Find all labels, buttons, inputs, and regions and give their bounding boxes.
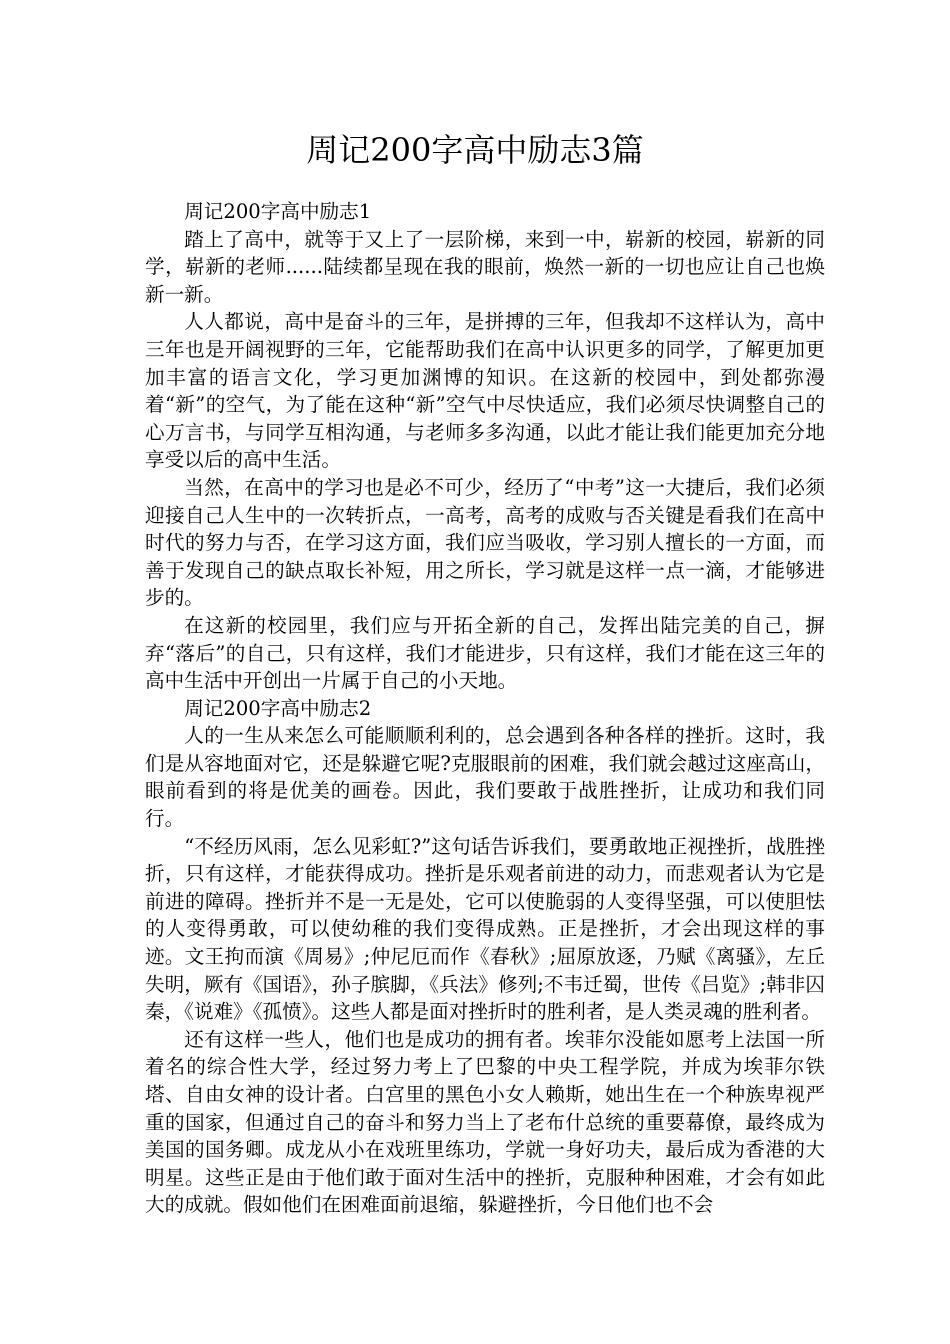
- document-body: [145, 198, 825, 1219]
- section-heading-1: 周记200字高中励志1: [184, 200, 372, 223]
- paragraph: “不经历风雨，怎么见彩虹?”这句话告诉我们，要勇敢地正视挫折，战胜挫折，只有这样，才能获得成功。挫折是乐观者前进的动力，而悲观者认为它是前进的障碍。挫折并不是一无是处，它可以使脆弱的人变得坚强，可以使胆怯的人变得勇敢，可以使幼稚的我们变得成熟。正是挫折，才会出现这样的事迹。文王拘而演《周易》;仲尼厄而作《春秋》;屈原放逐，乃赋《离骚》，左丘失明，厥有《国语》，孙子膑脚，《兵法》修列;不韦迁蜀，世传《吕览》;韩非囚秦，《说难》《孤愤》。这些人都是面对挫折时的胜利者，是人类灵魂的胜利者。: [145, 834, 825, 1024]
- paragraph: 当然，在高中的学习也是必不可少，经历了“中考”这一大捷后，我们必须迎接自己人生中的一次转折点，一高考，高考的成败与否关键是看我们在高中时代的努力与否，在学习这方面，我们应当吸收，学习别人擅长的一方面，而善于发现自己的缺点取长补短，用之所长，学习就是这样一点一滴，才能够进步的。: [145, 475, 825, 610]
- section-heading-2: 周记200字高中励志2: [184, 696, 372, 720]
- paragraph: 人人都说，高中是奋斗的三年，是拼搏的三年，但我却不这样认为，高中三年也是开阔视野的三年，它能帮助我们在高中认识更多的同学，了解更加更加丰富的语言文化，学习更加渊博的知识。在这新的校园中，到处都弥漫着“新”的空气，为了能在这种“新”空气中尽快适应，我们必须尽快调整自己的心万言书，与同学互相沟通，与老师多多沟通，以此才能让我们能更加充分地享受以后的高中生活。: [145, 310, 825, 472]
- document-title: 周记200字高中励志3篇: [306, 131, 644, 169]
- paragraph: 还有这样一些人，他们也是成功的拥有者。埃菲尔没能如愿考上法国一所着名的综合性大学，经过努力考上了巴黎的中央工程学院，并成为埃菲尔铁塔、自由女神的设计者。白宫里的黑色小女人赖斯，她出生在一个种族卑视严重的国家，但通过自己的奋斗和努力当上了老布什总统的重要幕僚，最终成为美国的国务卿。成龙从小在戏班里练功，学就一身好功夫，最后成为香港的大明星。这些正是由于他们敢于面对生活中的挫折，克服种种困难，才会有如此大的成就。假如他们在困难面前退缩，躲避挫折，今日他们也不会: [145, 1027, 825, 1217]
- paragraph: 在这新的校园里，我们应与开拓全新的自己，发挥出陆完美的自己，摒弃“落后”的自己，只有这样，我们才能进步，只有这样，我们才能在这三年的高中生活中开创出一片属于自己的小天地。: [145, 613, 825, 693]
- paragraph: 踏上了高中，就等于又上了一层阶梯，来到一中，崭新的校园，崭新的同学，崭新的老师......陆续都呈现在我的眼前，焕然一新的一切也应让自己也焕新一新。: [145, 227, 825, 306]
- paragraph: 人的一生从来怎么可能顺顺利利的，总会遇到各种各样的挫折。这时，我们是从容地面对它，还是躲避它呢?克服眼前的困难，我们就会越过这座高山，眼前看到的将是优美的画卷。因此，我们要敢于战胜挫折，让成功和我们同行。: [145, 724, 825, 831]
